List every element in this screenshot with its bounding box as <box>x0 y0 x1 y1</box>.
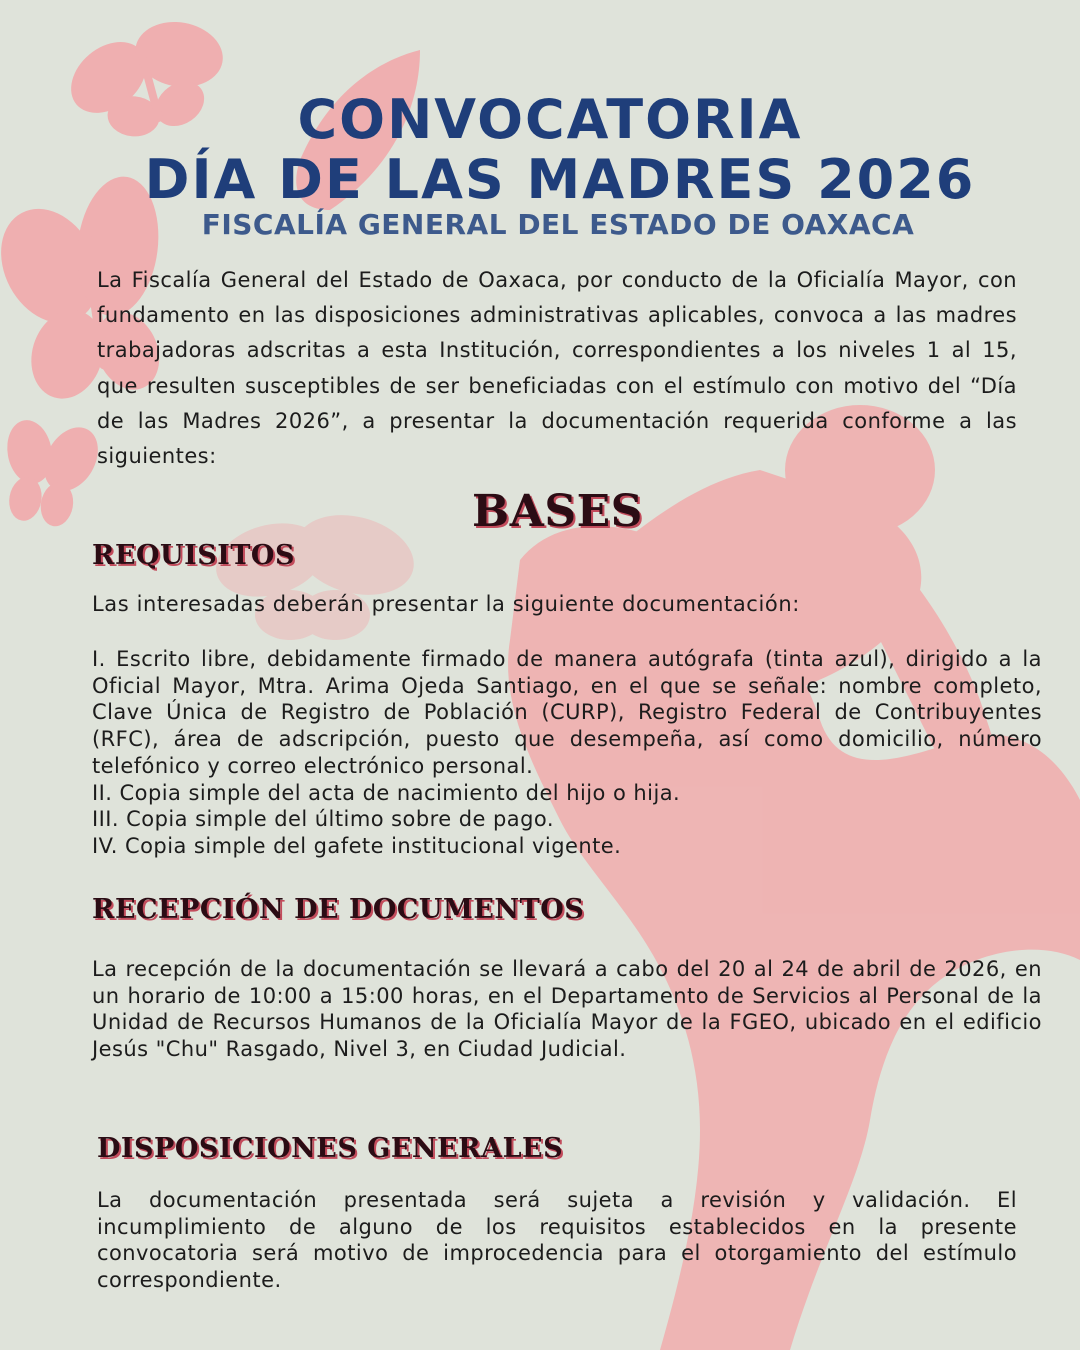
subtitle: FISCALÍA GENERAL DEL ESTADO DE OAXACA <box>201 208 915 241</box>
requisitos-intro: Las interesadas deberán presentar la siguiente documentación: <box>92 592 800 616</box>
recepcion-heading: RECEPCIÓN DE DOCUMENTOS <box>92 894 585 925</box>
intro-paragraph: La Fiscalía General del Estado de Oaxaca, por conducto de la Oficialía Mayor, con fundamento en las disposiciones administrativas aplicables, convoca a las madres trabajadoras adscritas a esta Institución, correspondientes a los niveles 1 al 15, que resulten susceptibles de ser beneficiadas con el estímulo con motivo del “Día de las Madres 2026”, a presentar la documentación requerida conforme a las siguientes: <box>97 268 1017 469</box>
disposiciones-heading: DISPOSICIONES GENERALES <box>97 1133 564 1164</box>
requisitos-list <box>92 646 1042 860</box>
list-item: IV. Copia simple del gafete institucional vigente. <box>92 833 622 858</box>
title-line-2: DÍA DE LAS MADRES 2026 <box>144 148 976 211</box>
disposiciones-paragraph: La documentación presentada será sujeta a revisión y validación. El incumplimiento de alguno de los requisitos establecidos en la presente convocatoria será motivo de improcedencia para el otorgamiento del estímulo correspondiente. <box>97 1188 1017 1293</box>
requisitos-heading: REQUISITOS <box>92 540 295 571</box>
list-item: III. Copia simple del último sobre de pago. <box>92 807 554 832</box>
list-item: II. Copia simple del acta de nacimiento del hijo o hija. <box>92 780 681 805</box>
list-item: I. Escrito libre, debidamente firmado de manera autógrafa (tinta azul), dirigido a la Oficial Mayor, Mtra. Arima Ojeda Santiago, en el que se señale: nombre completo, Clave Única de Registro de Población (CURP), Registro Federal de Contribuyentes (RFC), área de adscripción, puesto que desempeña, así como domicilio, número telefónico y correo electrónico personal. <box>92 647 1042 778</box>
bases-heading: BASES <box>472 486 643 537</box>
recepcion-paragraph: La recepción de la documentación se llevará a cabo del 20 al 24 de abril de 2026, en un horario de 10:00 a 15:00 horas, en el Departamento de Servicios al Personal de la Unidad de Recursos Humanos de la Oficialía Mayor de la FGEO, ubicado en el edificio Jesús "Chu" Rasgado, Nivel 3, en Ciudad Judicial. <box>92 957 1042 1062</box>
title-line-1: CONVOCATORIA <box>297 88 803 151</box>
